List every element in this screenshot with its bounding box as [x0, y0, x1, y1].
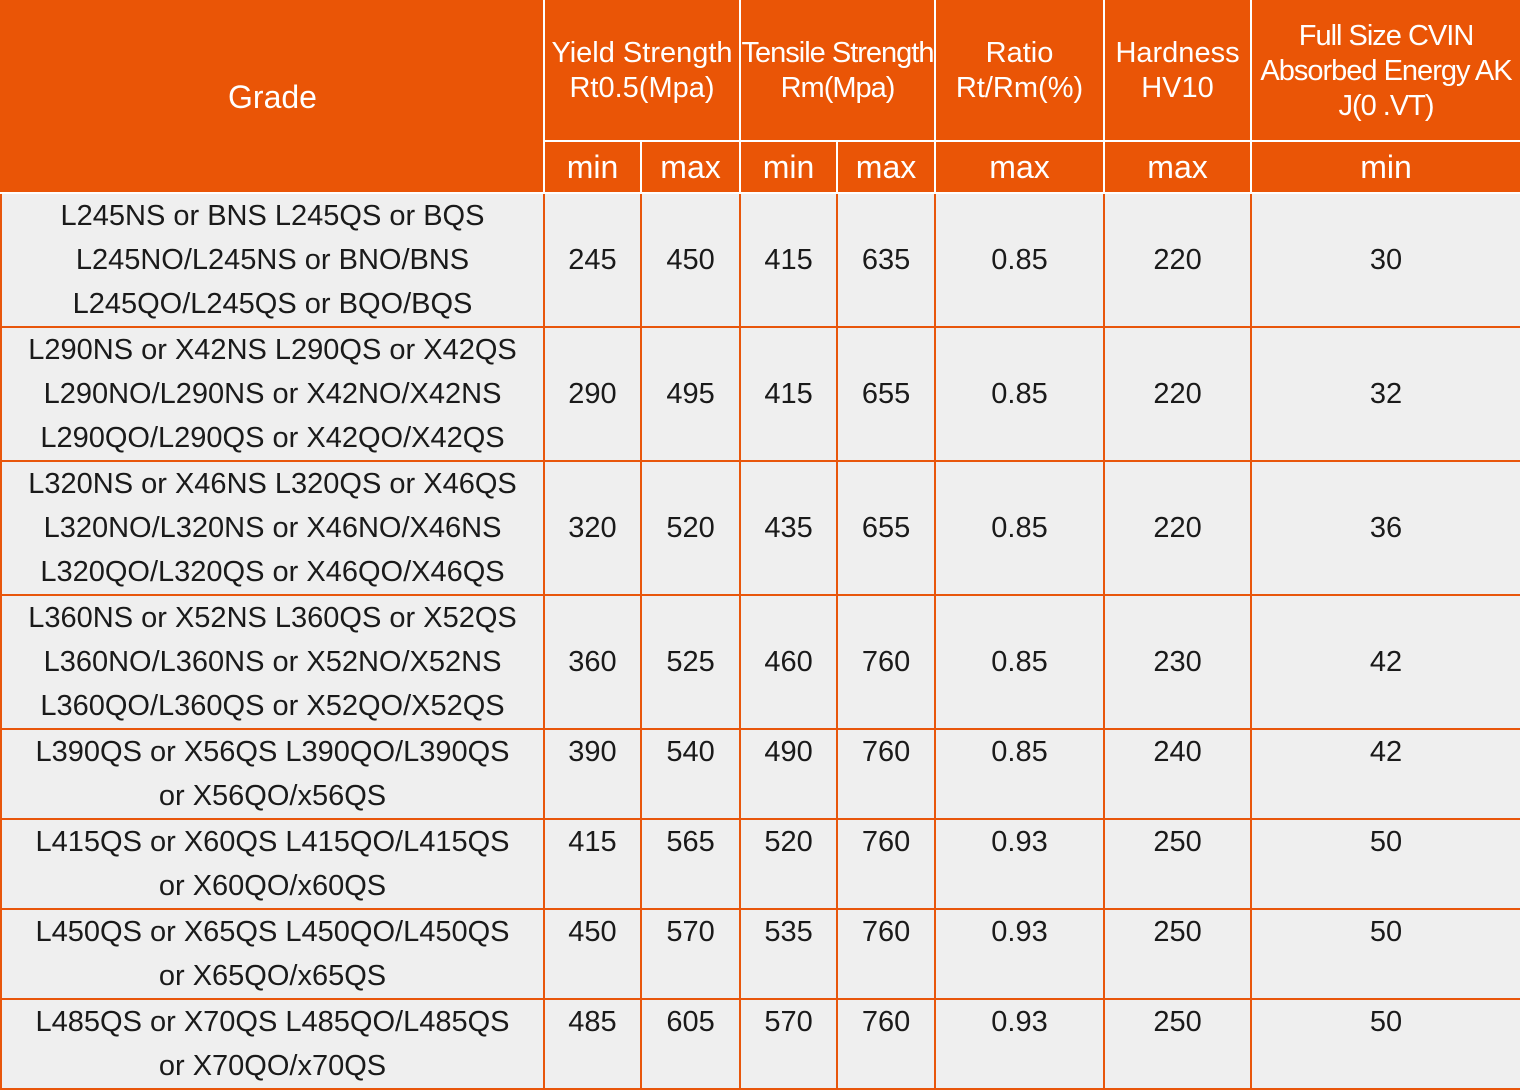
grade-header: Grade — [1, 1, 544, 193]
subheader-cell: min — [740, 141, 837, 193]
value-cell: 415 — [544, 819, 641, 909]
header-line: Ratio — [985, 37, 1054, 69]
grade-line: or X56QO/x56QS — [158, 780, 387, 812]
hardness-header — [1104, 1, 1251, 141]
value-cell: 540 — [641, 729, 740, 819]
grade-line: or X70QO/x70QS — [158, 1050, 387, 1082]
value-cell: 50 — [1251, 909, 1520, 999]
value-cell: 0.85 — [935, 193, 1104, 327]
value-cell: 760 — [837, 909, 935, 999]
value-cell: 0.85 — [935, 461, 1104, 595]
value-cell: 520 — [740, 819, 837, 909]
grade-cell — [1, 595, 544, 729]
table-row — [1, 461, 1520, 595]
grade-cell — [1, 193, 544, 327]
table-row — [1, 819, 1520, 909]
grade-line: L320NS or X46NS L320QS or X46QS — [28, 468, 517, 500]
grade-cell — [1, 819, 544, 909]
value-cell: 240 — [1104, 729, 1251, 819]
table-body — [1, 193, 1520, 1089]
subheader-cell: max — [1104, 141, 1251, 193]
value-cell: 565 — [641, 819, 740, 909]
tensile-strength-header — [740, 1, 935, 141]
grade-line: L290NO/L290NS or X42NO/X42NS — [43, 378, 502, 410]
grade-line: or X60QO/x60QS — [158, 870, 387, 902]
header-line: J(0 .VT) — [1338, 89, 1434, 122]
value-cell: 220 — [1104, 461, 1251, 595]
value-cell: 0.85 — [935, 729, 1104, 819]
header-row — [1, 1, 1520, 141]
value-cell: 0.93 — [935, 909, 1104, 999]
value-cell: 450 — [641, 193, 740, 327]
value-cell: 0.93 — [935, 999, 1104, 1089]
value-cell: 36 — [1251, 461, 1520, 595]
value-cell: 320 — [544, 461, 641, 595]
value-cell: 570 — [740, 999, 837, 1089]
table-row — [1, 193, 1520, 327]
value-cell: 655 — [837, 327, 935, 461]
header-line: Rt/Rm(%) — [955, 72, 1084, 104]
grade-line: L485QS or X70QS L485QO/L485QS — [35, 1006, 510, 1038]
subheader-cell: min — [1251, 141, 1520, 193]
value-cell: 760 — [837, 595, 935, 729]
subheader-cell: min — [544, 141, 641, 193]
grade-line: L320QO/L320QS or X46QO/X46QS — [40, 556, 505, 588]
value-cell: 760 — [837, 819, 935, 909]
value-cell: 495 — [641, 327, 740, 461]
subheader-cell: max — [641, 141, 740, 193]
value-cell: 42 — [1251, 729, 1520, 819]
value-cell: 30 — [1251, 193, 1520, 327]
value-cell: 535 — [740, 909, 837, 999]
value-cell: 460 — [740, 595, 837, 729]
grade-line: L245NS or BNS L245QS or BQS — [60, 200, 485, 232]
value-cell: 250 — [1104, 999, 1251, 1089]
grade-line: L290NS or X42NS L290QS or X42QS — [28, 334, 517, 366]
grade-cell — [1, 327, 544, 461]
value-cell: 50 — [1251, 999, 1520, 1089]
value-cell: 655 — [837, 461, 935, 595]
value-cell: 525 — [641, 595, 740, 729]
table-row — [1, 999, 1520, 1089]
subheader-cell: max — [837, 141, 935, 193]
header-line: Full Size CVIN — [1298, 19, 1474, 52]
header-line: Tensile Strength — [741, 37, 934, 69]
value-cell: 605 — [641, 999, 740, 1089]
cvin-header — [1251, 1, 1520, 141]
grade-line: L245NO/L245NS or BNO/BNS — [75, 244, 470, 276]
table-row — [1, 327, 1520, 461]
grade-cell — [1, 461, 544, 595]
yield-strength-header — [544, 1, 740, 141]
grade-line: L245QO/L245QS or BQO/BQS — [72, 288, 473, 320]
value-cell: 760 — [837, 729, 935, 819]
value-cell: 220 — [1104, 193, 1251, 327]
value-cell: 230 — [1104, 595, 1251, 729]
grade-line: L320NO/L320NS or X46NO/X46NS — [43, 512, 502, 544]
grade-line: L450QS or X65QS L450QO/L450QS — [35, 916, 510, 948]
grade-line: L390QS or X56QS L390QO/L390QS — [35, 736, 510, 768]
value-cell: 450 — [544, 909, 641, 999]
value-cell: 415 — [740, 327, 837, 461]
grade-line: L360NO/L360NS or X52NO/X52NS — [43, 646, 502, 678]
value-cell: 390 — [544, 729, 641, 819]
value-cell: 290 — [544, 327, 641, 461]
grade-line: L415QS or X60QS L415QO/L415QS — [35, 826, 510, 858]
header-line: Rt0.5(Mpa) — [569, 72, 715, 104]
grade-line: L360NS or X52NS L360QS or X52QS — [28, 602, 517, 634]
value-cell: 50 — [1251, 819, 1520, 909]
table-row — [1, 595, 1520, 729]
value-cell: 32 — [1251, 327, 1520, 461]
table-row — [1, 729, 1520, 819]
header-line: Absorbed Energy AK — [1260, 54, 1512, 87]
value-cell: 415 — [740, 193, 837, 327]
value-cell: 0.85 — [935, 327, 1104, 461]
value-cell: 635 — [837, 193, 935, 327]
table-row — [1, 909, 1520, 999]
header-line: Rm(Mpa) — [780, 72, 895, 104]
value-cell: 220 — [1104, 327, 1251, 461]
value-cell: 520 — [641, 461, 740, 595]
header-line: HV10 — [1141, 72, 1214, 104]
value-cell: 250 — [1104, 819, 1251, 909]
grade-cell — [1, 999, 544, 1089]
value-cell: 0.93 — [935, 819, 1104, 909]
header-line: Yield Strength — [551, 37, 733, 69]
ratio-header — [935, 1, 1104, 141]
value-cell: 250 — [1104, 909, 1251, 999]
value-cell: 485 — [544, 999, 641, 1089]
grade-line: or X65QO/x65QS — [158, 960, 387, 992]
value-cell: 570 — [641, 909, 740, 999]
grade-line: L290QO/L290QS or X42QO/X42QS — [40, 422, 505, 454]
value-cell: 490 — [740, 729, 837, 819]
value-cell: 42 — [1251, 595, 1520, 729]
subheader-cell: max — [935, 141, 1104, 193]
value-cell: 0.85 — [935, 595, 1104, 729]
value-cell: 435 — [740, 461, 837, 595]
header-line: Hardness — [1115, 37, 1240, 69]
grade-cell — [1, 729, 544, 819]
value-cell: 245 — [544, 193, 641, 327]
grade-line: L360QO/L360QS or X52QO/X52QS — [40, 690, 505, 722]
value-cell: 360 — [544, 595, 641, 729]
table-header — [1, 1, 1520, 193]
grade-cell — [1, 909, 544, 999]
value-cell: 760 — [837, 999, 935, 1089]
